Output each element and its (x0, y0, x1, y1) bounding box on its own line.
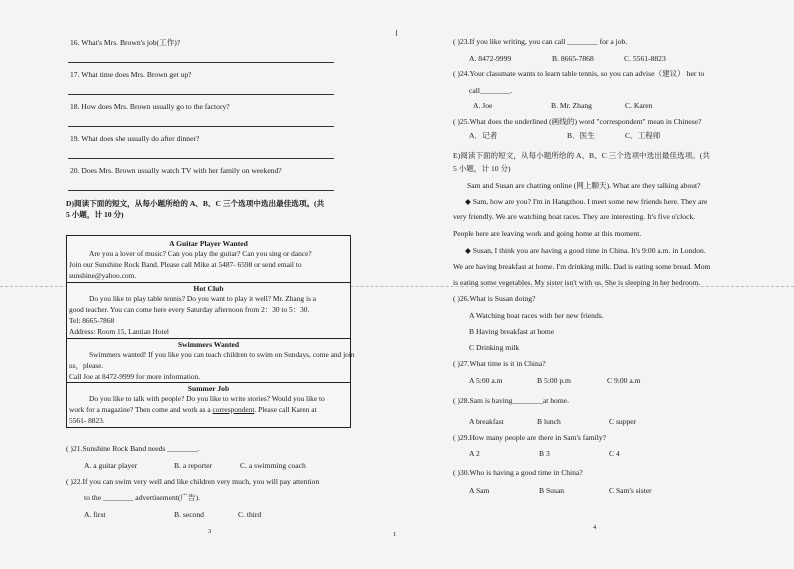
question-17: 17. What time does Mrs. Brown get up? (70, 70, 192, 79)
option-b[interactable]: B. a reporter (174, 461, 213, 470)
option-c[interactable]: C 4 (609, 449, 620, 458)
passage-line: We are having breakfast at home. I'm drinking milk. Dad is eating some bread. Mom (453, 262, 711, 271)
option-a[interactable]: A Sam (469, 486, 490, 495)
question-29: ( )29.How many people are there in Sam's family? (453, 433, 606, 442)
question-28: ( )28.Sam is having________at home. (453, 396, 570, 405)
ad-line (69, 405, 317, 414)
option-c[interactable]: C supper (609, 417, 637, 426)
option-c[interactable]: C Sam's sister (609, 486, 652, 495)
ad-text: . Please call Karen at (254, 405, 317, 414)
ad-line: Call Joe at 8472-9999 for more information. (69, 372, 201, 381)
ad-divider (67, 282, 350, 283)
answer-line-19[interactable] (68, 158, 334, 159)
option-b[interactable]: B 5:00 p.m (537, 376, 571, 385)
ad-line: us，please. (69, 361, 104, 370)
option-c[interactable]: C. Karen (625, 101, 653, 110)
answer-line-17[interactable] (68, 94, 334, 95)
section-d-instruction: D)阅读下面的短文，从每小题所给的 A、B、C 三个选项中选出最佳选项。(共 (66, 199, 325, 208)
page-number: 3 (208, 528, 212, 535)
question-24-cont: call________. (469, 86, 513, 95)
ad-line: good teacher. You can come here every Saturday afternoon from 2：30 to 5：30. (69, 305, 310, 314)
option-b[interactable]: B．医生 (567, 131, 595, 140)
option-a[interactable]: A．记者 (469, 131, 498, 140)
question-22-cont: to the ________ advertisement(广告). (84, 493, 200, 502)
option-c[interactable]: C. third (238, 510, 262, 519)
option-b[interactable]: B Having breakfast at home (469, 327, 555, 336)
question-27: ( )27.What time is it in China? (453, 359, 546, 368)
option-a[interactable]: A. first (84, 510, 106, 519)
question-23: ( )23.If you like writing, you can call ________ for a job. (453, 37, 628, 46)
ad-text: work for a magazine? Then come and work as a (69, 405, 211, 414)
ad-line: Do you like to talk with people? Do you like to write stories? Would you like to (89, 394, 325, 403)
option-c[interactable]: C. a swimming coach (240, 461, 306, 470)
option-b[interactable]: B. second (174, 510, 204, 519)
ad-title-guitar: A Guitar Player Wanted (169, 239, 248, 248)
underlined-word-correspondent: correspondent (212, 405, 255, 414)
option-b[interactable]: B Susan (539, 486, 565, 495)
right-page (397, 0, 794, 569)
ad-line: sunshine@yahoo.com. (69, 271, 137, 280)
ad-line: Swimmers wanted! If you like you can teach children to swim on Sundays, come and join (89, 350, 355, 359)
option-a[interactable]: A. Joe (473, 101, 493, 110)
option-a[interactable]: A Watching boat races with her new friends. (469, 311, 604, 320)
ad-line: Tel: 8665-7868 (69, 316, 115, 325)
option-b[interactable]: B lunch (537, 417, 561, 426)
section-e-score: 5 小题，计 10 分) (453, 164, 511, 173)
option-a[interactable]: A. 8472-9999 (469, 54, 512, 63)
question-18: 18. How does Mrs. Brown usually go to the factory? (70, 102, 230, 111)
option-c[interactable]: C．工程师 (625, 131, 661, 140)
option-a[interactable]: A 2 (469, 449, 480, 458)
ad-title-summer-job: Summer Job (187, 384, 230, 393)
option-a[interactable]: A. a guitar player (84, 461, 138, 470)
ad-divider (67, 338, 350, 339)
question-30: ( )30.Who is having a good time in China? (453, 468, 583, 477)
answer-line-20[interactable] (68, 190, 334, 191)
answer-line-16[interactable] (68, 62, 334, 63)
question-25: ( )25.What does the underlined (画线的) word "correspondent" mean in Chinese? (453, 117, 702, 126)
question-19: 19. What does she usually do after dinner? (70, 134, 200, 143)
question-26: ( )26.What is Susan doing? (453, 294, 536, 303)
option-c[interactable]: C 9:00 a.m (607, 376, 641, 385)
section-e-instruction: E)阅读下面的短文，从每小题所给的 A、B、C 三个选项中选出最佳选项。(共 (453, 151, 710, 160)
answer-line-18[interactable] (68, 126, 334, 127)
question-20: 20. Does Mrs. Brown usually watch TV with her family on weekend? (70, 166, 282, 175)
passage-line: very friendly. We are watching boat races. They are interesting. It's five o'clock. (453, 212, 696, 221)
ad-line: Do you like to play table tennis? Do you want to play it well? Mr. Zhang is a (89, 294, 317, 303)
option-b[interactable]: B. 8665-7868 (552, 54, 594, 63)
center-tick (396, 30, 397, 36)
advertisements-box (66, 235, 355, 428)
margin-mark: 1 (393, 531, 397, 538)
passage-line: ◆ Sam, how are you? I'm in Hangzhou. I meet some new friends here. They are (465, 197, 708, 206)
passage-line: is eating some vegetables. My sister isn't with us. She is sleeping in her bedroom. (453, 278, 701, 287)
passage-line: People here are leaving work and going home at this moment. (453, 229, 642, 238)
ad-line: Join our Sunshine Rock Band. Please call Mike at 5487- 6598 or send email to (69, 260, 302, 269)
passage-line: Sam and Susan are chatting online (网上聊天). What are they talking about? (467, 181, 701, 190)
ad-line: Are you a lover of music? Can you play the guitar? Can you sing or dance? (89, 249, 312, 258)
option-b[interactable]: B 3 (539, 449, 550, 458)
option-b[interactable]: B. Mr. Zhang (551, 101, 592, 110)
option-a[interactable]: A 5:00 a.m (469, 376, 503, 385)
ad-title-swimmers: Swimmers Wanted (177, 340, 240, 349)
option-c[interactable]: C. 5561-8823 (624, 54, 666, 63)
question-21: ( )21.Sunshine Rock Band needs ________. (66, 444, 200, 453)
section-d-score: 5 小题，计 10 分) (66, 210, 124, 219)
ad-line: Address: Room 15, Lantian Hotel (69, 327, 169, 336)
passage-line: ◆ Susan, I think you are having a good time in China. It's 9:00 a.m. in London. (465, 246, 706, 255)
ad-title-hot-club: Hot Club (193, 284, 224, 293)
question-22: ( )22.If you can swim very well and like children very much, you will pay attention (66, 477, 320, 486)
option-a[interactable]: A breakfast (469, 417, 504, 426)
question-24: ( )24.Your classmate wants to learn table tennis, so you can advise（建议） her to (453, 69, 705, 78)
option-c[interactable]: C Drinking milk (469, 343, 520, 352)
question-16: 16. What's Mrs. Brown's job(工作)? (70, 38, 181, 47)
ad-divider (67, 382, 350, 383)
ad-line: 5561- 8823. (69, 416, 105, 425)
page-number: 4 (593, 524, 597, 531)
